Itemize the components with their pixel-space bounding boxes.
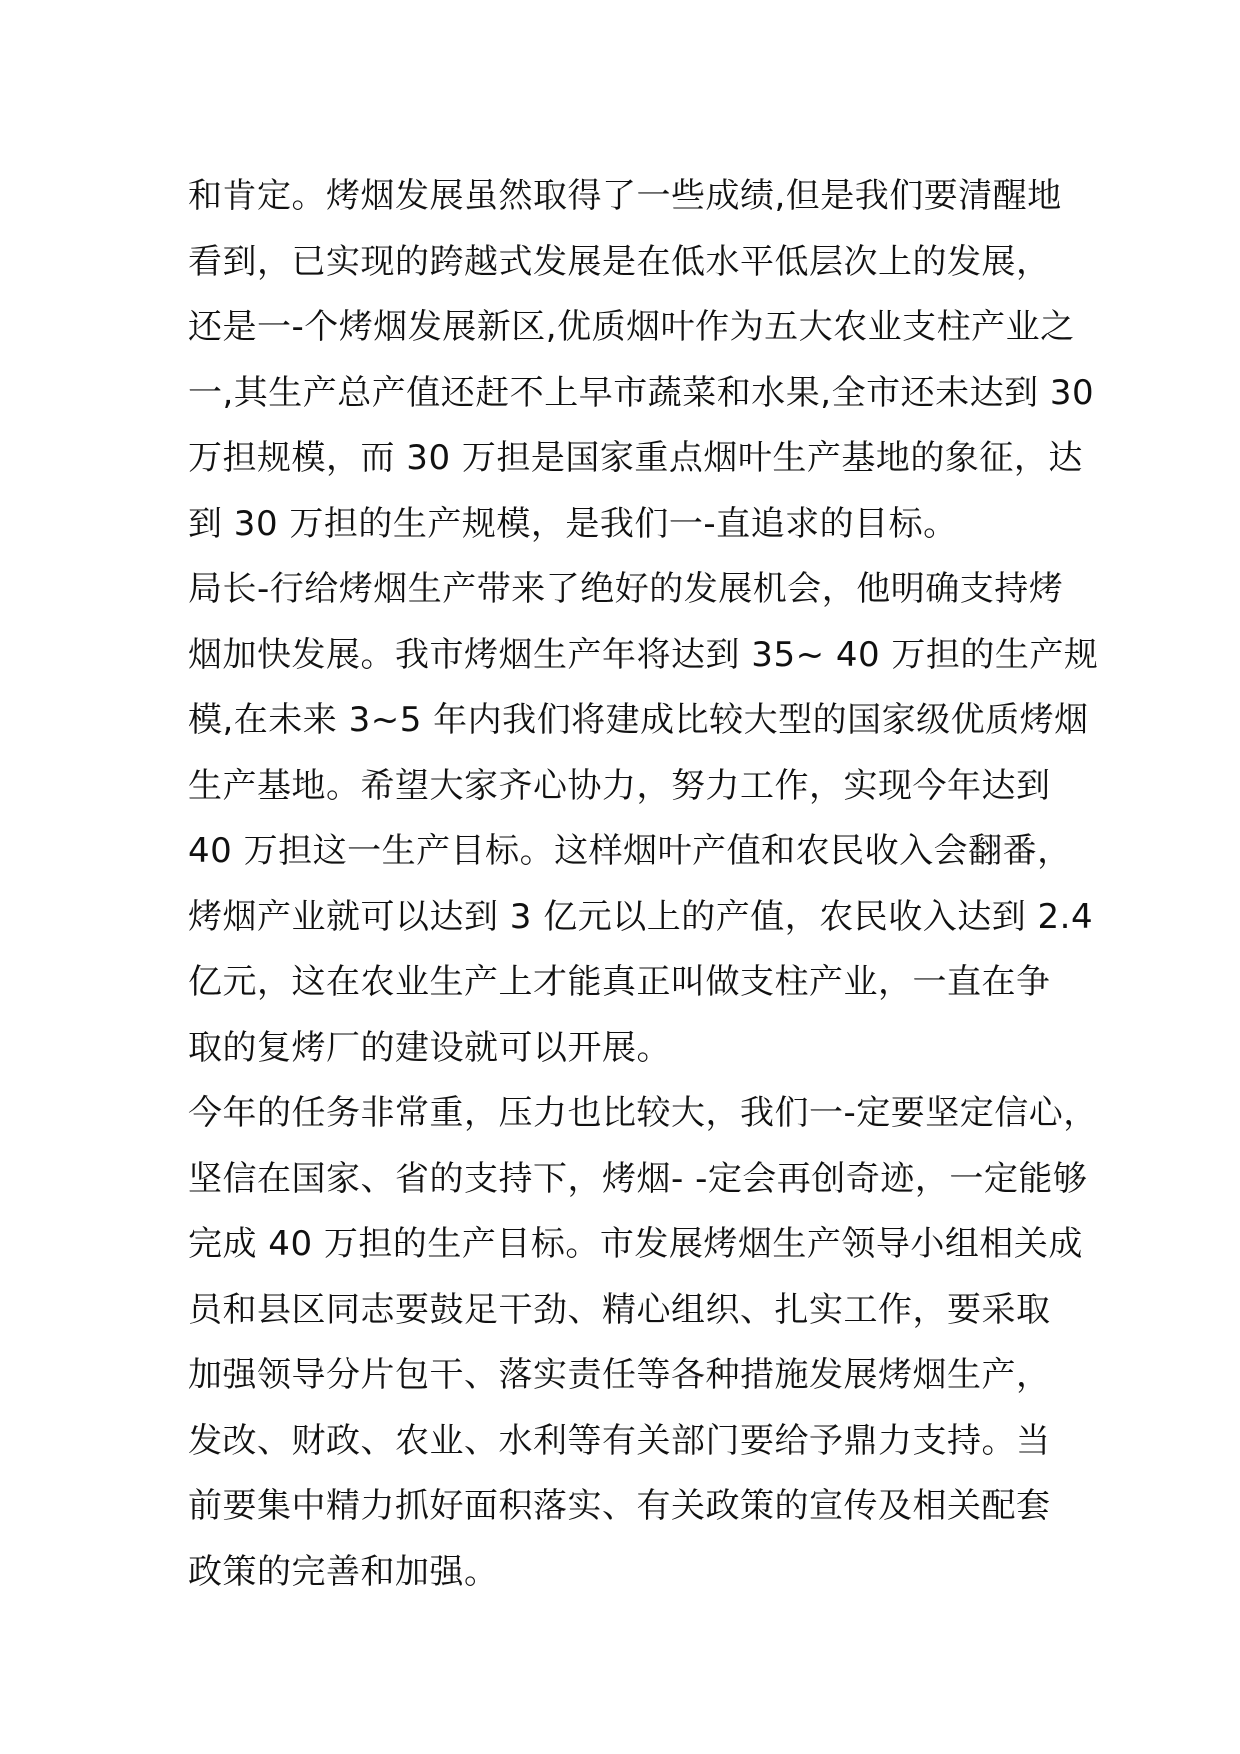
text-line: 40 万担这一生产目标。这样烟叶产值和农民收入会翻番， — [188, 831, 1072, 871]
text-line: 今年的任务非常重，压力也比较大，我们一-定要坚定信心， — [188, 1093, 1098, 1133]
text-line: 员和县区同志要鼓足干劲、精心组织、扎实工作，要采取 — [188, 1289, 1051, 1330]
text-line: 烤烟产业就可以达到 3 亿元以上的产值，农民收入达到 2.4 — [188, 896, 1094, 937]
text-line: 局长-行给烤烟生产带来了绝好的发展机会，他明确支持烤 — [188, 569, 1064, 609]
text-line: 万担规模，而 30 万担是国家重点烟叶生产基地的象征，达 — [188, 438, 1083, 478]
text-line: 完成 40 万担的生产目标。市发展烤烟生产领导小组相关成 — [188, 1224, 1083, 1264]
text-line: 一,其生产总产值还赶不上早市蔬菜和水果,全市还未达到 30 — [188, 372, 1095, 413]
text-line: 生产基地。希望大家齐心协力，努力工作，实现今年达到 — [188, 765, 1051, 806]
text-line: 和肯定。烤烟发展虽然取得了一些成绩,但是我们要清醒地 — [188, 176, 1062, 216]
text-line: 亿元，这在农业生产上才能真正叫做支柱产业，一直在争 — [188, 962, 1051, 1002]
body-text — [188, 164, 1099, 1605]
text-line: 看到，已实现的跨越式发展是在低水平低层次上的发展， — [188, 241, 1051, 282]
text-line: 加强领导分片包干、落实责任等各种措施发展烤烟生产， — [188, 1355, 1051, 1395]
text-line: 坚信在国家、省的支持下，烤烟- -定会再创奇迹，一定能够 — [188, 1158, 1088, 1199]
text-line: 政策的完善和加强。 — [188, 1551, 499, 1592]
text-line: 烟加快发展。我市烤烟生产年将达到 35~ 40 万担的生产规 — [188, 634, 1099, 675]
text-line: 取的复烤厂的建设就可以开展。 — [188, 1027, 671, 1068]
text-line: 发改、财政、农业、水利等有关部门要给予鼎力支持。当 — [188, 1420, 1051, 1461]
text-line: 模,在未来 3~5 年内我们将建成比较大型的国家级优质烤烟 — [188, 700, 1089, 740]
text-line: 还是一-个烤烟发展新区,优质烟叶作为五大农业支柱产业之 — [188, 307, 1075, 347]
text-line: 前要集中精力抓好面积落实、有关政策的宣传及相关配套 — [188, 1486, 1051, 1526]
text-line: 到 30 万担的生产规模，是我们一-直追求的目标。 — [188, 503, 958, 544]
